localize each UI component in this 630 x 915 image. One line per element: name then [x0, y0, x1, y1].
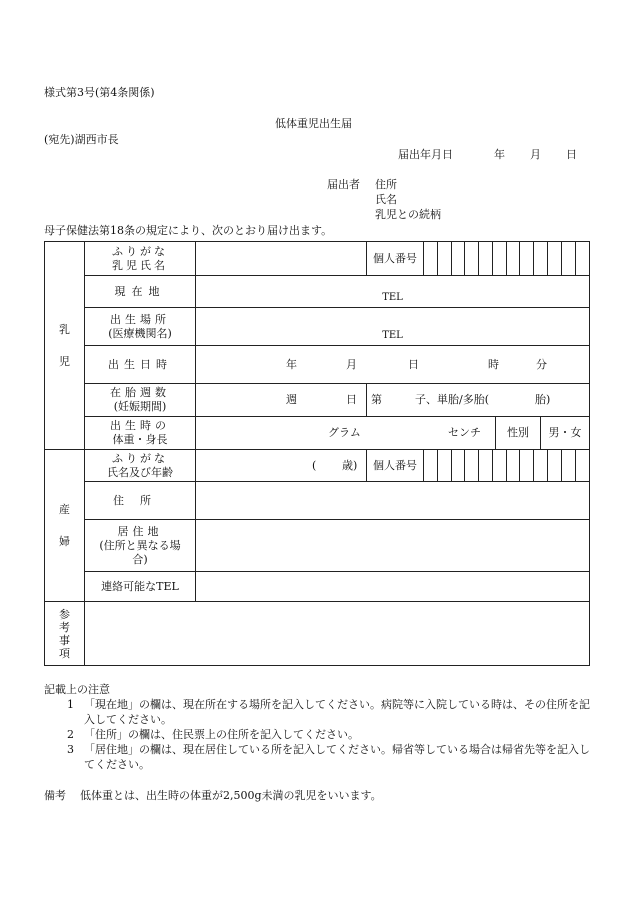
- form-number: 様式第3号(第4条関係): [44, 86, 155, 99]
- age-unit: 歳): [342, 458, 358, 472]
- mother-id-digit[interactable]: [465, 450, 479, 481]
- height-unit: センチ: [448, 426, 481, 439]
- birth-order-end: 胎): [535, 393, 551, 406]
- infant-id-digit[interactable]: [492, 242, 506, 275]
- current-location-label: 現在地: [85, 276, 196, 308]
- mother-residence-label: 居住地 (住所と異なる場 合): [85, 520, 196, 572]
- mother-name-row: [196, 450, 589, 481]
- weight-unit: グラム: [328, 426, 361, 439]
- mother-id-digit[interactable]: [561, 450, 575, 481]
- addressee: (宛先)湖西市長: [44, 133, 119, 146]
- note-item: 2 「住所」の欄は、住民票上の住所を記入してください。: [67, 728, 359, 741]
- mother-section-label: 産 婦: [45, 450, 85, 602]
- mother-name-age-label: ふりがな 氏名及び年齢: [85, 450, 196, 482]
- birthplace-label: 出生場所 (医療機関名): [85, 308, 196, 346]
- gestation-week-unit: 週: [286, 393, 297, 406]
- infant-section-label: 乳 児: [45, 242, 85, 450]
- reporter-relation: 乳児との続柄: [375, 208, 441, 221]
- birth-year-unit: 年: [286, 357, 297, 371]
- note-item: 1 「現在地」の欄は、現在所在する場所を記入してください。病院等に入院している時は、その住所を記入してください。: [67, 698, 590, 726]
- biko-line: [44, 788, 594, 803]
- contact-tel-field[interactable]: [196, 572, 590, 602]
- birth-order-prefix: 第: [371, 393, 382, 406]
- intro-text: 母子保健法第18条の規定により、次のとおり届け出ます。: [44, 224, 333, 237]
- birth-month-unit: 月: [346, 357, 357, 371]
- mother-id-digit[interactable]: [520, 450, 534, 481]
- infant-id-digit[interactable]: [424, 242, 438, 275]
- date-label: 届出年月日: [398, 148, 453, 161]
- birth-hour-unit: 時: [488, 357, 499, 371]
- birth-body-label: 出生時の 体重・身長: [85, 417, 196, 450]
- mother-id-digit[interactable]: [534, 450, 548, 481]
- birth-body-row: [196, 417, 589, 449]
- weight-height-field[interactable]: [196, 417, 496, 449]
- mother-name-field[interactable]: [196, 450, 367, 481]
- biko-text: 低体重とは、出生時の体重が2,500g未満の乳児をいいます。: [80, 789, 382, 802]
- notes-section: [44, 682, 594, 803]
- current-location-tel: TEL: [382, 292, 403, 303]
- mother-address-label: 住所: [85, 482, 196, 520]
- infant-id-digit[interactable]: [520, 242, 534, 275]
- report-form-table: [44, 241, 590, 666]
- current-location-field[interactable]: [196, 276, 590, 308]
- date-day: 日: [566, 148, 577, 161]
- infant-id-digit[interactable]: [479, 242, 493, 275]
- date-year: 年: [494, 148, 505, 161]
- birth-minute-unit: 分: [536, 357, 547, 371]
- date-month: 月: [530, 148, 541, 161]
- mother-id-digit[interactable]: [479, 450, 493, 481]
- infant-id-digit[interactable]: [437, 242, 451, 275]
- note-item: 3 「居住地」の欄は、現在居住している所を記入してください。帰省等している場合は帰省先等を記入してください。: [67, 743, 590, 771]
- mother-id-digit[interactable]: [424, 450, 438, 481]
- birthplace-field[interactable]: [196, 308, 590, 346]
- sex-label: 性別: [496, 417, 541, 449]
- sex-field[interactable]: 男・女: [541, 417, 590, 449]
- gestation-day-unit: 日: [346, 393, 357, 406]
- infant-id-digit[interactable]: [561, 242, 575, 275]
- reporter-name: 氏名: [375, 193, 397, 206]
- mother-id-digit[interactable]: [575, 450, 589, 481]
- mother-id-digit[interactable]: [548, 450, 562, 481]
- infant-id-digit[interactable]: [465, 242, 479, 275]
- infant-id-digit[interactable]: [534, 242, 548, 275]
- infant-name-row: [196, 242, 589, 275]
- notes-title: 記載上の注意: [44, 683, 110, 696]
- infant-id-digit[interactable]: [575, 242, 589, 275]
- mother-id-digit[interactable]: [437, 450, 451, 481]
- biko-label: 備考: [44, 789, 66, 802]
- remarks-field[interactable]: [85, 602, 590, 666]
- birth-day-unit: 日: [408, 357, 419, 371]
- mother-id-digit[interactable]: [506, 450, 520, 481]
- gestation-field[interactable]: [196, 384, 367, 416]
- mother-id-digit[interactable]: [492, 450, 506, 481]
- mother-id-digit[interactable]: [451, 450, 465, 481]
- birth-order-field[interactable]: [367, 384, 590, 416]
- gestation-label: 在胎週数 (妊娠期間): [85, 384, 196, 417]
- birth-datetime-label: 出生日時: [85, 346, 196, 384]
- mother-id-label: 個人番号: [367, 450, 424, 481]
- infant-id-digit[interactable]: [451, 242, 465, 275]
- age-paren: (: [312, 458, 317, 472]
- mother-address-field[interactable]: [196, 482, 590, 520]
- infant-name-field[interactable]: [196, 242, 367, 275]
- birth-datetime-field[interactable]: [196, 346, 590, 384]
- reporter-address: 住所: [375, 178, 397, 191]
- remarks-label: 参 考 事 項: [45, 602, 85, 666]
- infant-id-digit[interactable]: [506, 242, 520, 275]
- infant-name-label: ふりがな 乳児氏名: [85, 242, 196, 276]
- birth-order-text: 子、単胎/多胎(: [415, 393, 489, 406]
- birthplace-tel: TEL: [382, 330, 403, 341]
- mother-residence-field[interactable]: [196, 520, 590, 572]
- contact-tel-label: 連絡可能なTEL: [85, 572, 196, 602]
- infant-id-label: 個人番号: [367, 242, 424, 275]
- form-title: 低体重児出生届: [275, 117, 352, 130]
- gestation-row: [196, 384, 589, 416]
- infant-id-digit[interactable]: [548, 242, 562, 275]
- reporter-label: 届出者: [327, 178, 360, 191]
